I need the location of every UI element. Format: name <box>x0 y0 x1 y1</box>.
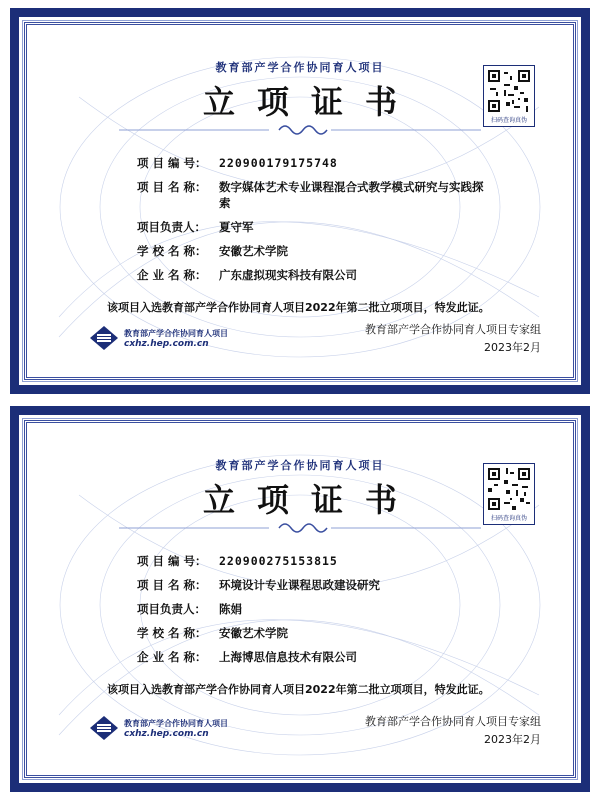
field-company-name <box>137 649 517 665</box>
frame-ornament-top <box>289 406 307 409</box>
qr-code-icon <box>486 466 532 512</box>
issue-date: 2023年2月 <box>484 341 541 354</box>
title-ornament <box>119 121 481 139</box>
field-value: 数字媒体艺术专业课程混合式教学模式研究与实践探索 <box>219 180 484 210</box>
field-project-leader <box>137 219 517 235</box>
field-value: 环境设计专业课程思政建设研究 <box>219 578 380 592</box>
program-logo[interactable] <box>89 715 228 741</box>
field-label: 项 目 名 称： <box>137 180 207 194</box>
logo-url: cxhz.hep.com.cn <box>124 338 209 349</box>
qr-label: 扫码查询真伪 <box>490 117 527 124</box>
qr-code[interactable] <box>483 65 535 127</box>
field-project-name <box>137 577 517 593</box>
field-value: 220900275153815 <box>219 554 338 568</box>
field-list <box>137 553 517 673</box>
certificate-title: 立项证书 <box>202 83 419 121</box>
certificate-1 <box>10 8 590 394</box>
field-project-number <box>137 553 517 569</box>
title-ornament <box>119 519 481 537</box>
issue-date: 2023年2月 <box>484 733 541 746</box>
qr-code[interactable] <box>483 463 535 525</box>
frame-ornament-top <box>289 8 307 11</box>
logo-name: 教育部产学合作协同育人项目 <box>124 718 228 728</box>
issuer-block <box>365 713 541 749</box>
field-value: 上海博思信息技术有限公司 <box>219 650 357 664</box>
logo-url: cxhz.hep.com.cn <box>124 728 209 739</box>
issuer-name: 教育部产学合作协同育人项目专家组 <box>365 323 541 336</box>
certificate-statement: 该项目入选教育部产学合作协同育人项目2022年第二批立项项目，特发此证。 <box>107 683 490 696</box>
field-project-leader <box>137 601 517 617</box>
field-label: 项目负责人： <box>137 602 206 616</box>
issuer-block <box>365 321 541 357</box>
field-label: 企 业 名 称： <box>137 268 207 282</box>
field-label: 项 目 编 号： <box>137 156 207 170</box>
qr-code-icon <box>486 68 532 114</box>
header-subtitle: 教育部产学合作协同育人项目 <box>215 459 385 472</box>
frame-ornament-bottom <box>289 391 307 394</box>
certificate-title: 立项证书 <box>202 481 419 519</box>
frame-ornament-bottom <box>289 789 307 792</box>
program-logo-icon <box>89 715 119 741</box>
header-subtitle: 教育部产学合作协同育人项目 <box>215 61 385 74</box>
field-project-number <box>137 155 517 171</box>
logo-name: 教育部产学合作协同育人项目 <box>124 328 228 338</box>
field-label: 项 目 编 号： <box>137 554 207 568</box>
field-label: 学 校 名 称： <box>137 626 207 640</box>
field-value: 安徽艺术学院 <box>219 244 288 258</box>
certificate-statement: 该项目入选教育部产学合作协同育人项目2022年第二批立项项目，特发此证。 <box>107 301 490 314</box>
certificate-2 <box>10 406 590 792</box>
field-value: 陈娟 <box>219 602 242 616</box>
field-label: 项目负责人： <box>137 220 206 234</box>
field-project-name <box>137 179 517 211</box>
field-school-name <box>137 243 517 259</box>
program-logo[interactable] <box>89 325 228 351</box>
issuer-name: 教育部产学合作协同育人项目专家组 <box>365 715 541 728</box>
field-value: 广东虚拟现实科技有限公司 <box>219 268 357 282</box>
field-label: 企 业 名 称： <box>137 650 207 664</box>
field-label: 项 目 名 称： <box>137 578 207 592</box>
field-value: 夏守军 <box>219 220 254 234</box>
field-company-name <box>137 267 517 283</box>
field-label: 学 校 名 称： <box>137 244 207 258</box>
field-value: 220900179175748 <box>219 156 338 170</box>
field-value: 安徽艺术学院 <box>219 626 288 640</box>
field-school-name <box>137 625 517 641</box>
qr-label: 扫码查询真伪 <box>490 515 527 522</box>
field-list <box>137 155 517 291</box>
program-logo-icon <box>89 325 119 351</box>
